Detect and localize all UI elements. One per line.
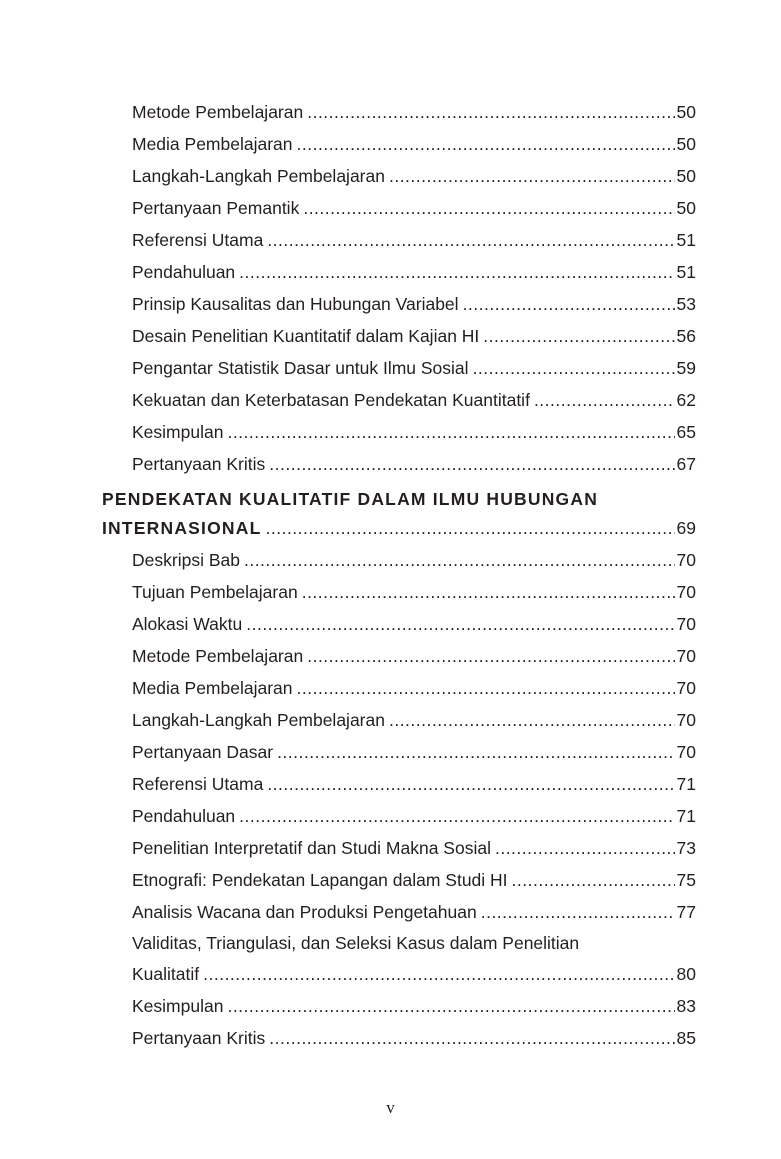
toc-chapter-heading[interactable] xyxy=(102,486,696,544)
toc-entry-title: Langkah-Langkah Pembelajaran xyxy=(132,166,385,186)
toc-entry-title: Prinsip Kausalitas dan Hubungan Variabel xyxy=(132,294,459,314)
toc-entry[interactable] xyxy=(102,864,696,896)
toc-entry[interactable] xyxy=(102,192,696,224)
toc-entry[interactable] xyxy=(102,96,696,128)
dot-leader xyxy=(244,544,675,576)
toc-entry-title: Media Pembelajaran xyxy=(132,678,293,698)
dot-leader xyxy=(481,896,675,928)
toc-entry-title: Pengantar Statistik Dasar untuk Ilmu Sosial xyxy=(132,358,469,378)
toc-entry-page: 59 xyxy=(676,358,696,378)
toc-entry[interactable] xyxy=(102,704,696,736)
toc-entry-title: Metode Pembelajaran xyxy=(132,646,304,666)
toc-entry-page: 65 xyxy=(676,422,696,442)
page-number: v xyxy=(386,1098,395,1117)
toc-entry-title: Analisis Wacana dan Produksi Pengetahuan xyxy=(132,902,477,922)
toc-entry-page: 70 xyxy=(676,710,696,730)
toc-entry-page: 70 xyxy=(676,614,696,634)
toc-entry[interactable] xyxy=(102,544,696,576)
table-of-contents xyxy=(102,96,696,1054)
toc-entry-title: Pendahuluan xyxy=(132,262,236,282)
toc-entry[interactable] xyxy=(102,608,696,640)
toc-entry[interactable] xyxy=(102,1022,696,1054)
toc-entry-title: Deskripsi Bab xyxy=(132,550,240,570)
toc-entry-page: 75 xyxy=(676,870,696,890)
toc-entry[interactable] xyxy=(102,990,696,1022)
dot-leader xyxy=(534,384,675,416)
dot-leader xyxy=(389,704,675,736)
toc-entry-title: Pendahuluan xyxy=(132,806,236,826)
chapter-title-line-1: PENDEKATAN KUALITATIF DALAM ILMU HUBUNGAN xyxy=(102,489,599,509)
dot-leader xyxy=(302,576,675,608)
toc-entry-title: Desain Penelitian Kuantitatif dalam Kajian HI xyxy=(132,326,480,346)
chapter-title-line-2 xyxy=(102,512,696,544)
toc-entry-title: Penelitian Interpretatif dan Studi Makna Sosial xyxy=(132,838,491,858)
dot-leader xyxy=(463,288,675,320)
toc-entry-page: 71 xyxy=(676,806,696,826)
dot-leader xyxy=(227,990,674,1022)
dot-leader xyxy=(267,768,674,800)
toc-entry[interactable] xyxy=(102,736,696,768)
toc-entry-page: 50 xyxy=(676,134,696,154)
toc-entry-wrapped[interactable] xyxy=(102,928,696,990)
toc-entry-title: Referensi Utama xyxy=(132,230,264,250)
toc-entry-page: 70 xyxy=(676,550,696,570)
toc-entry-page: 70 xyxy=(676,678,696,698)
toc-entry-title: Pertanyaan Dasar xyxy=(132,742,274,762)
dot-leader xyxy=(297,128,675,160)
toc-entry-page: 50 xyxy=(676,166,696,186)
toc-entry[interactable] xyxy=(102,128,696,160)
toc-entry[interactable] xyxy=(102,672,696,704)
dot-leader xyxy=(267,224,674,256)
dot-leader xyxy=(512,864,675,896)
dot-leader xyxy=(389,160,675,192)
toc-entry-page: 70 xyxy=(676,742,696,762)
toc-entry[interactable] xyxy=(102,160,696,192)
toc-entry[interactable] xyxy=(102,768,696,800)
chapter-page: 69 xyxy=(676,518,696,538)
dot-leader xyxy=(269,1022,674,1054)
toc-entry[interactable] xyxy=(102,288,696,320)
toc-entry-page: 62 xyxy=(676,390,696,410)
chapter-title-continued: INTERNASIONAL xyxy=(102,518,262,538)
toc-entry-title: Metode Pembelajaran xyxy=(132,102,304,122)
toc-entry[interactable] xyxy=(102,832,696,864)
toc-entry-page: 50 xyxy=(676,198,696,218)
toc-section-b xyxy=(102,544,696,1054)
toc-entry-page: 67 xyxy=(676,454,696,474)
dot-leader xyxy=(269,448,674,480)
dot-leader xyxy=(307,640,674,672)
dot-leader xyxy=(303,192,674,224)
toc-entry-title: Etnografi: Pendekatan Lapangan dalam Studi HI xyxy=(132,870,508,890)
toc-entry-page: 56 xyxy=(676,326,696,346)
toc-entry-title: Pertanyaan Kritis xyxy=(132,454,266,474)
toc-entry[interactable] xyxy=(102,224,696,256)
dot-leader xyxy=(203,958,674,990)
toc-entry-title: Kesimpulan xyxy=(132,996,224,1016)
toc-entry[interactable] xyxy=(102,384,696,416)
toc-entry-page: 51 xyxy=(676,262,696,282)
dot-leader xyxy=(495,832,675,864)
dot-leader xyxy=(239,256,674,288)
toc-entry[interactable] xyxy=(102,640,696,672)
dot-leader xyxy=(473,352,675,384)
dot-leader xyxy=(277,736,674,768)
toc-entry[interactable] xyxy=(102,576,696,608)
dot-leader xyxy=(297,672,675,704)
toc-entry-page: 50 xyxy=(676,102,696,122)
dot-leader xyxy=(266,512,675,544)
toc-entry-title: Pertanyaan Pemantik xyxy=(132,198,300,218)
toc-entry-title: Media Pembelajaran xyxy=(132,134,293,154)
toc-entry-title: Kesimpulan xyxy=(132,422,224,442)
toc-entry-page: 83 xyxy=(676,996,696,1016)
toc-entry-title: Referensi Utama xyxy=(132,774,264,794)
dot-leader xyxy=(239,800,674,832)
toc-entry-title: Kekuatan dan Keterbatasan Pendekatan Kuantitatif xyxy=(132,390,530,410)
toc-entry-title-line-1: Validitas, Triangulasi, dan Seleksi Kasus dalam Penelitian xyxy=(132,933,580,953)
toc-entry-page: 80 xyxy=(676,964,696,984)
toc-entry-page: 53 xyxy=(676,294,696,314)
toc-entry-title: Langkah-Langkah Pembelajaran xyxy=(132,710,385,730)
dot-leader xyxy=(307,96,674,128)
toc-entry-page: 71 xyxy=(676,774,696,794)
toc-entry-title: Tujuan Pembelajaran xyxy=(132,582,298,602)
toc-entry-title-continued: Kualitatif xyxy=(132,964,200,984)
toc-entry-page: 73 xyxy=(676,838,696,858)
dot-leader xyxy=(246,608,674,640)
toc-entry-page: 51 xyxy=(676,230,696,250)
toc-entry-page: 70 xyxy=(676,646,696,666)
dot-leader xyxy=(227,416,674,448)
toc-entry-title-line-2 xyxy=(102,958,696,990)
toc-entry[interactable] xyxy=(102,256,696,288)
toc-entry[interactable] xyxy=(102,416,696,448)
toc-entry-page: 77 xyxy=(676,902,696,922)
toc-entry[interactable] xyxy=(102,896,696,928)
toc-entry[interactable] xyxy=(102,448,696,480)
toc-entry[interactable] xyxy=(102,352,696,384)
toc-entry-page: 70 xyxy=(676,582,696,602)
toc-entry-page: 85 xyxy=(676,1028,696,1048)
toc-section-a xyxy=(102,96,696,480)
toc-entry[interactable] xyxy=(102,320,696,352)
toc-entry-title: Alokasi Waktu xyxy=(132,614,243,634)
dot-leader xyxy=(483,320,674,352)
toc-entry-title: Pertanyaan Kritis xyxy=(132,1028,266,1048)
toc-entry[interactable] xyxy=(102,800,696,832)
